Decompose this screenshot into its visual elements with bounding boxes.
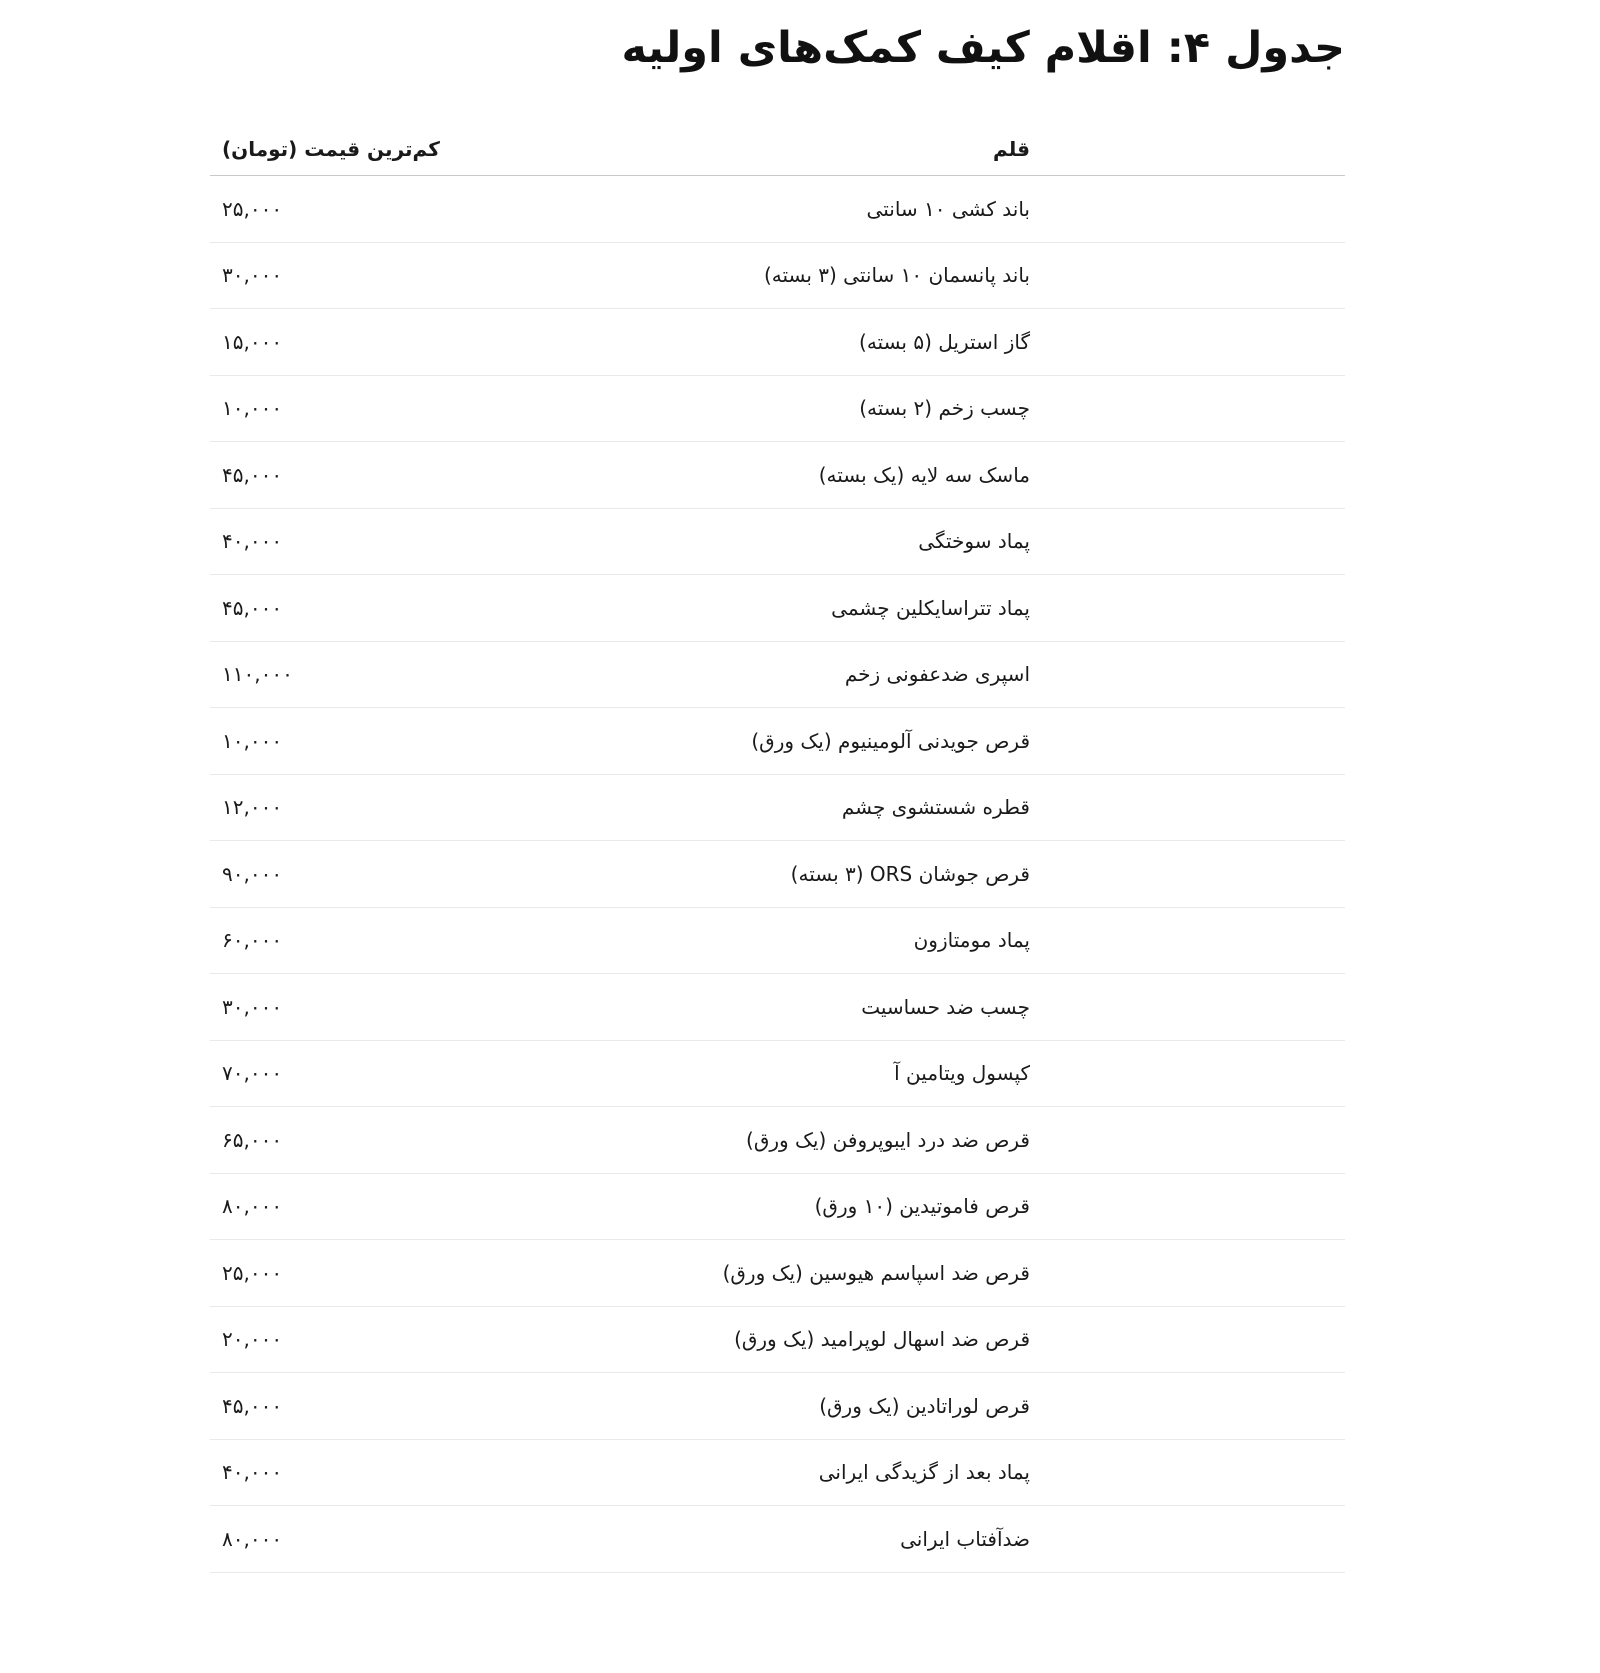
price-cell: ۳۰,۰۰۰ — [222, 263, 283, 288]
price-cell: ۱۰,۰۰۰ — [222, 396, 283, 421]
item-cell: پماد بعد از گزیدگی ایرانی — [818, 1460, 1030, 1485]
table-row — [210, 1373, 1345, 1440]
table-row — [210, 1041, 1345, 1108]
table-header-row — [210, 114, 1345, 176]
table-row — [210, 974, 1345, 1041]
item-cell: قرص ضد اسپاسم هیوسین (یک ورق) — [722, 1260, 1030, 1285]
item-cell: چسب زخم (۲ بسته) — [859, 396, 1030, 421]
item-cell: قرص ضد اسهال لوپرامید (یک ورق) — [734, 1327, 1030, 1352]
item-cell: قرص جوشان ORS (۳ بسته) — [790, 861, 1030, 886]
price-cell: ۴۵,۰۰۰ — [222, 1393, 283, 1418]
price-cell: ۳۰,۰۰۰ — [222, 994, 283, 1019]
price-cell: ۲۵,۰۰۰ — [222, 1260, 283, 1285]
column-header-price: کم‌ترین قیمت (تومان) — [222, 137, 440, 161]
table-row — [210, 1107, 1345, 1174]
table-row — [210, 442, 1345, 509]
table-row — [210, 1240, 1345, 1307]
price-cell: ۸۰,۰۰۰ — [222, 1526, 283, 1551]
price-cell: ۷۰,۰۰۰ — [222, 1061, 283, 1086]
table-row — [210, 775, 1345, 842]
item-cell: چسب ضد حساسیت — [861, 994, 1030, 1019]
item-cell: قرص فاموتیدین (۱۰ ورق) — [814, 1194, 1030, 1219]
price-cell: ۱۲,۰۰۰ — [222, 795, 283, 820]
item-cell: پماد مومتازون — [913, 928, 1030, 953]
price-cell: ۲۰,۰۰۰ — [222, 1327, 283, 1352]
price-cell: ۱۰,۰۰۰ — [222, 728, 283, 753]
item-cell: قرص لوراتادین (یک ورق) — [819, 1393, 1030, 1418]
table-row — [210, 1174, 1345, 1241]
price-cell: ۴۰,۰۰۰ — [222, 1460, 283, 1485]
table-row — [210, 1307, 1345, 1374]
table-row — [210, 509, 1345, 576]
table-row — [210, 708, 1345, 775]
item-cell: ضدآفتاب ایرانی — [900, 1526, 1030, 1551]
table-row — [210, 1506, 1345, 1573]
table-row — [210, 243, 1345, 310]
page-title: جدول ۴: اقلام کیف کمک‌های اولیه — [621, 23, 1345, 73]
table-row — [210, 309, 1345, 376]
price-cell: ۴۵,۰۰۰ — [222, 595, 283, 620]
price-cell: ۱۱۰,۰۰۰ — [222, 662, 293, 687]
price-cell: ۱۵,۰۰۰ — [222, 329, 283, 354]
price-cell: ۴۰,۰۰۰ — [222, 529, 283, 554]
table-row — [210, 908, 1345, 975]
item-cell: ماسک سه لایه (یک بسته) — [818, 462, 1030, 487]
item-cell: قرص ضد درد ایبوپروفن (یک ورق) — [746, 1127, 1030, 1152]
item-cell: باند پانسمان ۱۰ سانتی (۳ بسته) — [763, 263, 1030, 288]
table-row — [210, 841, 1345, 908]
table-body — [210, 176, 1345, 1573]
item-cell: گاز استریل (۵ بسته) — [859, 329, 1030, 354]
table-row — [210, 575, 1345, 642]
table-row — [210, 376, 1345, 443]
price-cell: ۶۵,۰۰۰ — [222, 1127, 283, 1152]
table-row — [210, 1440, 1345, 1507]
item-cell: قرص جویدنی آلومینیوم (یک ورق) — [751, 728, 1030, 753]
item-cell: قطره شستشوی چشم — [841, 795, 1030, 820]
first-aid-items-table — [210, 114, 1345, 1573]
price-cell: ۴۵,۰۰۰ — [222, 462, 283, 487]
price-cell: ۶۰,۰۰۰ — [222, 928, 283, 953]
price-cell: ۲۵,۰۰۰ — [222, 196, 283, 221]
article-column — [210, 0, 1345, 1573]
item-cell: پماد سوختگی — [918, 529, 1030, 554]
table-row — [210, 176, 1345, 243]
item-cell: پماد تتراسایکلین چشمی — [831, 595, 1030, 620]
column-header-item: قلم — [993, 137, 1030, 161]
table-row — [210, 642, 1345, 709]
item-cell: اسپری ضدعفونی زخم — [844, 662, 1030, 687]
item-cell: کپسول ویتامین آ — [894, 1061, 1030, 1086]
price-cell: ۸۰,۰۰۰ — [222, 1194, 283, 1219]
price-cell: ۹۰,۰۰۰ — [222, 861, 283, 886]
item-cell: باند کشی ۱۰ سانتی — [866, 196, 1030, 221]
